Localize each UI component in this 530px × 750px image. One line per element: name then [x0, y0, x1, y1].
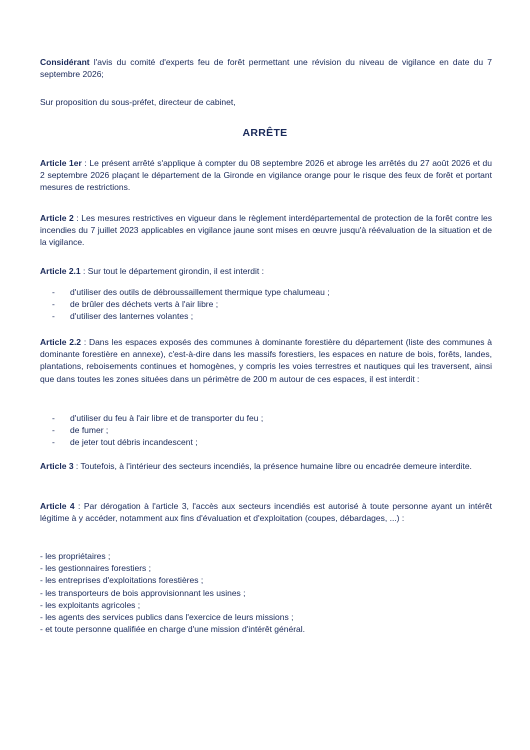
document-title: ARRÊTE: [242, 127, 288, 139]
list-item: - d'utiliser des outils de débroussaillement thermique type chalumeau ;: [52, 287, 330, 297]
article-3-label: Article 3: [40, 461, 74, 471]
article-1-text: : Le présent arrêté s'applique à compter du 08 septembre 2026 et abroge les arrêtés du 27 août 2026 et du 2 septembre 2026 plaçant le département de la Gironde en vigilance orange pour le risque des feux de forêt et portant mesures de restrictions.: [40, 158, 492, 193]
article-2-2: [40, 336, 492, 385]
list-item: - de brûler des déchets verts à l'air libre ;: [52, 299, 219, 310]
considerant-label: Considérant: [40, 57, 90, 67]
article-1: [40, 157, 492, 194]
article-3: [40, 460, 492, 472]
list-item: - d'utiliser du feu à l'air libre et de transporter du feu ;: [52, 413, 264, 423]
article-2-2-list: [40, 412, 492, 449]
list-item: - les entreprises d'exploitations forestières ;: [40, 575, 204, 586]
list-item: - les exploitants agricoles ;: [40, 599, 141, 610]
article-2-label: Article 2: [40, 213, 74, 223]
list-item: - de fumer ;: [52, 425, 109, 436]
list-item: - d'utiliser des lanternes volantes ;: [52, 311, 194, 322]
list-item: - les agents des services publics dans l'exercice de leurs missions ;: [40, 612, 294, 623]
article-1-label: Article 1er: [40, 158, 82, 168]
article-2-1: [40, 265, 492, 277]
article-4: [40, 500, 492, 524]
article-4-list: [40, 550, 492, 635]
article-2-1-list: [40, 286, 492, 323]
article-2-1-label: Article 2.1: [40, 266, 81, 276]
proposition-paragraph: [40, 96, 492, 108]
list-item: - et toute personne qualifiée en charge d'une mission d'intérêt général.: [40, 624, 306, 635]
article-2: [40, 212, 492, 249]
article-3-text: : Toutefois, à l'intérieur des secteurs incendiés, la présence humaine libre ou encadrée demeure interdite.: [73, 461, 472, 471]
list-item: - les gestionnaires forestiers ;: [40, 563, 152, 574]
list-item: - les propriétaires ;: [40, 551, 111, 561]
list-item: - de jeter tout débris incandescent ;: [52, 437, 198, 448]
considerant-paragraph: [40, 56, 492, 80]
article-2-text: : Les mesures restrictives en vigueur dans le règlement interdépartemental de protection de la forêt contre les incendies du 7 juillet 2023 applicables en vigilance jaune sont mises en œuvre jusqu'à réévaluation de la situation et de la vigilance.: [40, 213, 493, 248]
article-2-2-text: : Dans les espaces exposés des communes à dominante forestière du département (liste des communes à dominante forestière en annexe), c'est-à-dire dans les massifs forestiers, les espaces en nature de bois, forêts, landes, plantations, reboisements continues et homogènes, y compris les voies terrestres et nautiques qui les traversent, ainsi que dans toutes les zones situées dans un périmètre de 200 m autour de ces espaces, il est interdit :: [40, 337, 492, 384]
article-4-text: : Par dérogation à l'article 3, l'accès aux secteurs incendiés est autorisé à toute personne ayant un intérêt légitime à y accéder, notamment aux fins d'évaluation et d'exploitation (coupes, débardages, ...) :: [40, 501, 492, 524]
considerant-text: l'avis du comité d'experts feu de forêt permettant une révision du niveau de vigilance en date du 7 septembre 2026;: [40, 57, 492, 80]
proposition-text: Sur proposition du sous-préfet, directeur de cabinet,: [40, 97, 236, 107]
article-4-label: Article 4: [40, 501, 75, 511]
article-2-1-text: : Sur tout le département girondin, il est interdit :: [80, 266, 264, 276]
list-item: - les transporteurs de bois approvisionnant les usines ;: [40, 587, 246, 598]
article-2-2-label: Article 2.2: [40, 337, 82, 347]
